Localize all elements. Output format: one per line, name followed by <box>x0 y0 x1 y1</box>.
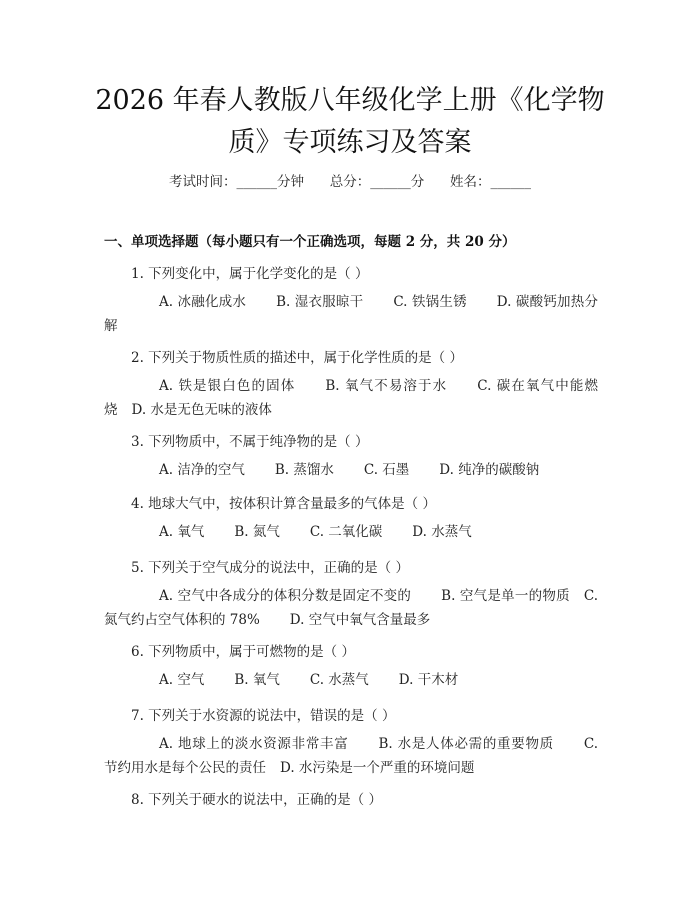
question-1: 1. 下列变化中，属于化学变化的是（ ） <box>131 266 369 282</box>
question-1-options <box>104 290 598 338</box>
option-a: A. 冰融化成水 <box>159 294 247 310</box>
exam-info-line: 考试时间：______分钟 总分：______分 姓名：______ <box>169 174 531 190</box>
document-title <box>80 80 620 164</box>
option-c: C. 石墨 <box>363 462 410 478</box>
question-4: 4. 地球大气中，按体积计算含量最多的气体是（ ） <box>131 496 436 512</box>
section-heading: 一、单项选择题（每小题只有一个正确选项，每题 2 分，共 20 分） <box>104 234 516 250</box>
option-b: B. 空气是单一的物质 <box>441 588 570 604</box>
title-line-2: 质》专项练习及答案 <box>228 127 472 158</box>
question-2-options <box>104 374 598 422</box>
option-c: C. 碳在氧气中能燃烧 <box>104 378 598 418</box>
question-5-options <box>104 584 598 632</box>
question-2: 2. 下列关于物质性质的描述中，属于化学性质的是（ ） <box>131 350 463 366</box>
question-4-options <box>104 520 598 544</box>
option-d: D. 空气中氧气含量最多 <box>289 612 431 628</box>
option-c: C. 节约用水是每个公民的责任 <box>104 736 598 776</box>
option-d: D. 水蒸气 <box>412 524 472 540</box>
option-b: B. 水是人体必需的重要物质 <box>378 736 554 752</box>
option-d: D. 干木材 <box>398 672 459 688</box>
question-6: 6. 下列物质中，属于可燃物的是（ ） <box>131 644 355 660</box>
option-c: C. 氮气约占空气体积的 78% <box>104 588 598 628</box>
question-3-options <box>104 458 598 482</box>
title-line-1: 2026 年春人教版八年级化学上册《化学物 <box>95 85 605 116</box>
option-a: A. 铁是银白色的固体 <box>159 378 296 394</box>
option-b: B. 氧气不易溶于水 <box>325 378 448 394</box>
option-d: D. 纯净的碳酸钠 <box>439 462 540 478</box>
option-d: D. 碳酸钙加热分解 <box>104 294 598 334</box>
question-7-options <box>104 732 598 780</box>
question-3: 3. 下列物质中，不属于纯净物的是（ ） <box>131 434 369 450</box>
option-b: B. 氮气 <box>234 524 280 540</box>
question-6-options <box>104 668 598 692</box>
option-a: A. 空气 <box>159 672 205 688</box>
option-b: B. 蒸馏水 <box>274 462 334 478</box>
option-a: A. 洁净的空气 <box>159 462 245 478</box>
option-c: C. 铁锅生锈 <box>393 294 467 310</box>
option-a: A. 地球上的淡水资源非常丰富 <box>159 736 349 752</box>
option-a: A. 空气中各成分的体积分数是固定不变的 <box>159 588 412 604</box>
question-7: 7. 下列关于水资源的说法中，错误的是（ ） <box>131 708 396 724</box>
question-8: 8. 下列关于硬水的说法中，正确的是（ ） <box>131 792 382 808</box>
option-d: D. 水是无色无味的液体 <box>131 402 272 418</box>
option-b: B. 湿衣服晾干 <box>276 294 364 310</box>
option-b: B. 氧气 <box>234 672 280 688</box>
option-a: A. 氧气 <box>159 524 205 540</box>
question-5: 5. 下列关于空气成分的说法中，正确的是（ ） <box>131 560 409 576</box>
option-c: C. 二氧化碳 <box>309 524 383 540</box>
option-d: D. 水污染是一个严重的环境问题 <box>280 760 475 776</box>
option-c: C. 水蒸气 <box>309 672 369 688</box>
